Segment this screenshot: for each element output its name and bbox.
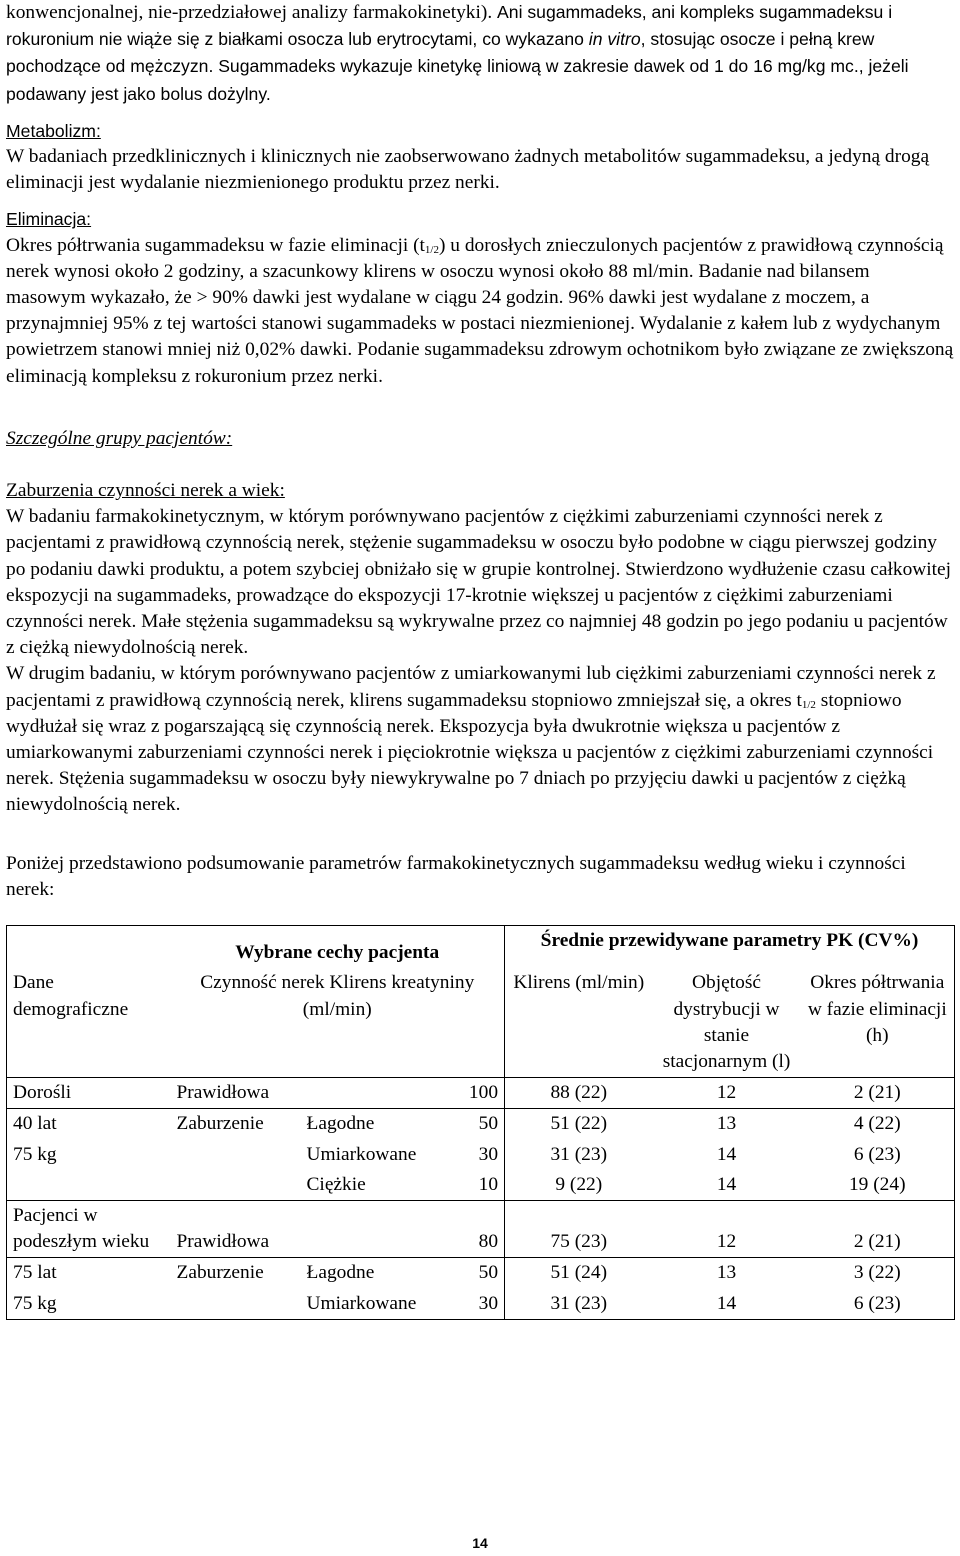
col-volume: Objętość dystrybucji w stanie stacjonarnym (l) xyxy=(653,968,801,1077)
elimination-heading: Eliminacja: xyxy=(6,209,92,230)
table-cell-volume: 12 xyxy=(653,1200,801,1257)
pk-parameters-header: Średnie przewidywane parametry PK (CV%) xyxy=(505,926,955,969)
table-row xyxy=(7,1078,955,1109)
table-cell-demo: Pacjenci w podeszłym wieku xyxy=(7,1200,171,1257)
document-page xyxy=(6,0,954,1320)
table-cell-demo: 75 lat xyxy=(7,1258,171,1289)
table-row xyxy=(7,1200,955,1257)
table-cell-severity: Umiarkowane xyxy=(306,1143,417,1165)
table-cell-severity: Łagodne xyxy=(301,1109,459,1140)
table-cell-demo xyxy=(7,1170,171,1201)
table-cell-crcl: 30 xyxy=(459,1289,505,1320)
col-half-life: Okres półtrwania w fazie eliminacji (h) xyxy=(801,968,955,1077)
table-cell-status xyxy=(171,1289,301,1320)
table-cell-halflife: 6 (23) xyxy=(801,1140,955,1170)
table-cell-demo: 75 kg xyxy=(7,1140,171,1170)
linear-kinetics-text: Sugammadeks wykazuje kinetykę liniową w zakresie dawek od 1 do 16 mg/kg mc., jeżeli podawany jest jako bolus dożylny. xyxy=(6,56,909,104)
col-renal-function: Czynność nerek Klirens kreatyniny (ml/min) xyxy=(171,968,505,1077)
in-vitro-italic: in vitro xyxy=(588,29,641,50)
table-cell-clearance: 75 (23) xyxy=(505,1200,653,1257)
table-cell-status xyxy=(171,1170,301,1201)
table-cell-volume: 12 xyxy=(653,1078,801,1109)
table-cell-clearance: 88 (22) xyxy=(505,1078,653,1109)
patient-characteristics-header: Wybrane cechy pacjenta xyxy=(171,926,505,969)
table-cell-status: Zaburzenie xyxy=(171,1258,301,1289)
table-cell-clearance: 31 (23) xyxy=(505,1289,653,1320)
table-cell-crcl: 50 xyxy=(459,1109,505,1140)
intro-text-serif: konwencjonalnej, nie-przedziałowej analizy farmakokinetyki). xyxy=(6,2,493,23)
table-cell-severity: Umiarkowane xyxy=(301,1289,459,1320)
table-cell-halflife: 6 (23) xyxy=(801,1289,955,1320)
pk-summary-intro: Poniżej przedstawiono podsumowanie parametrów farmakokinetycznych sugammadeksu według wieku i czynności nerek: xyxy=(6,852,906,900)
table-cell-severity xyxy=(301,1078,459,1109)
table-row xyxy=(7,1289,955,1320)
table-cell-crcl: 100 xyxy=(459,1078,505,1109)
table-row xyxy=(7,1258,955,1289)
table-cell-status: Zaburzenie xyxy=(171,1109,301,1140)
table-cell-clearance: 51 (22) xyxy=(505,1109,653,1140)
table-cell-demo: 75 kg xyxy=(7,1289,171,1320)
table-cell-crcl: 50 xyxy=(459,1258,505,1289)
table-cell-demo: 40 lat xyxy=(7,1109,171,1140)
renal-study-1-text: W badaniu farmakokinetycznym, w którym porównywano pacjentów z ciężkimi zaburzeniami czynności nerek z pacjentami z prawidłową czynnością nerek, stężenie sugammadeksu w osoczu było podobne w ciągu pierwszej godziny po podaniu dawki produktu, a potem szybciej obniżało się w grupie kontrolnej. Stwierdzono wydłużenie czasu całkowitej ekspozycji na sugammadeks, prowadzące do ekspozycji 17-krotnie większej u pacjentów z ciężkimi zaburzeniami czynności nerek. Małe stężenia sugammadeksu są wykrywalne przez co najmniej 48 godzin po jego podaniu u pacjentów z ciężką niewydolnością nerek. xyxy=(6,506,952,659)
renal-age-heading: Zaburzenia czynności nerek a wiek: xyxy=(6,480,285,502)
table-row xyxy=(7,1109,955,1140)
table-cell-clearance: 9 (22) xyxy=(555,1173,603,1195)
table-cell-crcl: 80 xyxy=(459,1200,505,1257)
metabolism-heading: Metabolizm: xyxy=(6,120,101,141)
table-cell-volume: 14 xyxy=(716,1173,737,1195)
table-cell-status: Prawidłowa xyxy=(171,1078,301,1109)
table-cell-severity xyxy=(301,1200,459,1257)
table-cell-halflife: 3 (22) xyxy=(801,1258,955,1289)
pk-parameters-table xyxy=(6,925,955,1320)
renal-study-2-text: W drugim badaniu, w którym porównywano pacjentów z umiarkowanymi lub ciężkimi zaburzeniami czynności nerek z pacjentami z prawidłową czynnością nerek, klirens sugammadeksu stopniowo zmniejszał się, a okres $t_{1/2}$ stopniowo wydłużał się wraz z pogarszającą się czynnością nerek. Ekspozycja była dwukrotnie większa u pacjentów z umiarkowanymi zaburzeniami czynności nerek i pięciokrotnie większa u pacjentów z ciężkimi zaburzeniami czynności nerek. Stężenia sugammadeksu w osoczu były niewykrywalne po 7 dniach po przyjęciu dawki u pacjentów z ciężką niewydolnością nerek. xyxy=(6,663,936,816)
intro-text-sans: Ani sugammadeks, ani kompleks sugammadeksu i rokuronium nie wiąże się z białkami osocza lub erytrocytami, co wykazano in vitro, stosując osocze i pełną krew pochodzące od mężczyzn. xyxy=(6,2,893,77)
table-cell-halflife: 19 (24) xyxy=(801,1170,955,1201)
col-demographics: Dane demograficzne xyxy=(7,968,171,1077)
table-cell-severity: Łagodne xyxy=(301,1258,459,1289)
table-cell-halflife: 2 (21) xyxy=(801,1200,955,1257)
table-cell-volume: 14 xyxy=(653,1289,801,1320)
table-cell-crcl: 10 xyxy=(459,1170,505,1201)
table-cell-halflife: 2 (21) xyxy=(801,1078,955,1109)
table-cell-crcl: 30 xyxy=(459,1140,505,1170)
table-cell-volume: 14 xyxy=(716,1143,737,1165)
col-clearance: Klirens (ml/min) xyxy=(505,968,653,1077)
table-row xyxy=(7,1140,955,1170)
elimination-text: Okres półtrwania sugammadeksu w fazie eliminacji $(t_{1/2})$ u dorosłych znieczulonych pacjentów z prawidłową czynnością nerek wynosi około 2 godziny, a szacunkowy klirens w osoczu wynosi około 88 ml/min. Badanie nad bilansem masowym wykazało, że > 90% dawki jest wydalane w ciągu 24 godzin. 96% dawki jest wydalane z moczem, a przynajmniej 95% z tej wartości stanowi sugammadeks w postaci niezmienionej. Wydalanie z kałem lub z wydychanym powietrzem stanowi mniej niż 0,02% dawki. Podanie sugammadeksu zdrowym ochotnikom było związane ze zwiększoną eliminacją kompleksu z rokuronium przez nerki. xyxy=(6,234,954,387)
special-groups-heading: Szczególne grupy pacjentów: xyxy=(6,427,233,449)
table-cell-status xyxy=(171,1140,301,1170)
table-cell-clearance: 31 (23) xyxy=(550,1143,608,1165)
table-cell-volume: 13 xyxy=(653,1109,801,1140)
metabolism-text: W badaniach przedklinicznych i klinicznych nie zaobserwowano żadnych metabolitów sugammadeksu, a jedyną drogą eliminacji jest wydalanie niezmienionego produktu przez nerki. xyxy=(6,146,930,194)
table-row xyxy=(7,1170,955,1201)
intro-paragraph xyxy=(6,0,954,108)
table-cell-halflife: 4 (22) xyxy=(801,1109,955,1140)
table-cell-demo: Dorośli xyxy=(7,1078,171,1109)
table-cell-status: Prawidłowa xyxy=(171,1200,301,1257)
table-cell-volume: 13 xyxy=(653,1258,801,1289)
table-cell-clearance: 51 (24) xyxy=(505,1258,653,1289)
table-cell-severity: Ciężkie xyxy=(306,1173,366,1195)
page-number: 14 xyxy=(472,1535,488,1551)
